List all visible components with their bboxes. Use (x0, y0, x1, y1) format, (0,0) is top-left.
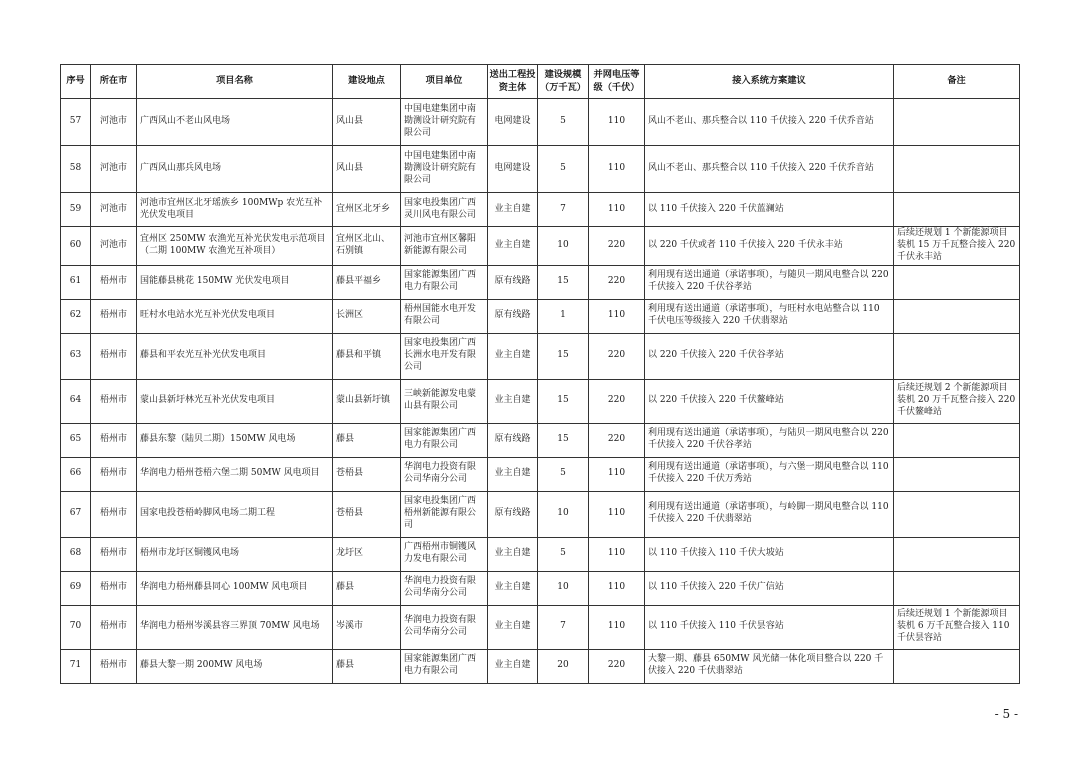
cell-location: 藤县 (333, 649, 401, 683)
cell-capacity: 10 (538, 491, 589, 537)
cell-company: 国家能源集团广西电力有限公司 (401, 649, 488, 683)
table-row (61, 146, 1020, 193)
cell-remarks (894, 491, 1020, 537)
cell-project-name: 旺村水电站水光互补光伏发电项目 (137, 299, 333, 333)
table-row (61, 265, 1020, 299)
cell-capacity: 5 (538, 146, 589, 193)
project-table (60, 64, 1020, 684)
table-row (61, 333, 1020, 379)
table-body (61, 99, 1020, 684)
cell-index: 60 (61, 227, 91, 266)
cell-project-name: 华润电力梧州藤县同心 100MW 风电项目 (137, 571, 333, 605)
cell-index: 58 (61, 146, 91, 193)
cell-capacity: 5 (538, 537, 589, 571)
cell-connection-plan: 以 110 千伏接入 110 千伏大坡站 (645, 537, 894, 571)
cell-city: 河池市 (91, 146, 137, 193)
cell-company: 国家能源集团广西电力有限公司 (401, 265, 488, 299)
cell-location: 宜州区北牙乡 (333, 193, 401, 227)
cell-voltage: 110 (589, 193, 645, 227)
cell-investor: 原有线路 (488, 265, 538, 299)
cell-index: 64 (61, 379, 91, 423)
cell-connection-plan: 风山不老山、那兵整合以 110 千伏接入 220 千伏乔音站 (645, 99, 894, 146)
cell-project-name: 华润电力梧州苍梧六堡二期 50MW 风电项目 (137, 457, 333, 491)
cell-city: 梧州市 (91, 491, 137, 537)
cell-city: 梧州市 (91, 457, 137, 491)
cell-remarks (894, 571, 1020, 605)
cell-city: 河池市 (91, 227, 137, 266)
cell-remarks (894, 99, 1020, 146)
header-city: 所在市 (91, 65, 137, 99)
cell-investor: 原有线路 (488, 299, 538, 333)
cell-company: 广西梧州市铜镬风力发电有限公司 (401, 537, 488, 571)
cell-location: 龙圩区 (333, 537, 401, 571)
header-connection-plan: 接入系统方案建议 (645, 65, 894, 99)
cell-voltage: 110 (589, 491, 645, 537)
cell-city: 河池市 (91, 99, 137, 146)
cell-investor: 业主自建 (488, 227, 538, 266)
table-row (61, 605, 1020, 649)
table-row (61, 379, 1020, 423)
cell-connection-plan: 以 110 千伏接入 110 千伏昙容站 (645, 605, 894, 649)
header-investor: 送出工程投资主体 (488, 65, 538, 99)
cell-voltage: 220 (589, 379, 645, 423)
cell-voltage: 110 (589, 605, 645, 649)
cell-remarks (894, 146, 1020, 193)
table-row (61, 571, 1020, 605)
cell-connection-plan: 利用现有送出通道（承诺事项），与随贝一期风电整合以 220 千伏接入 220 千伏谷孝站 (645, 265, 894, 299)
cell-connection-plan: 以 110 千伏接入 220 千伏蓝澜站 (645, 193, 894, 227)
cell-remarks (894, 333, 1020, 379)
cell-company: 三峡新能源发电蒙山县有限公司 (401, 379, 488, 423)
cell-capacity: 15 (538, 265, 589, 299)
table-header-row (61, 65, 1020, 99)
header-capacity: 建设规模（万千瓦） (538, 65, 589, 99)
cell-connection-plan: 利用现有送出通道（承诺事项），与旺村水电站整合以 110 千伏电压等级接入 220 千伏翡翠站 (645, 299, 894, 333)
cell-capacity: 5 (538, 457, 589, 491)
cell-connection-plan: 利用现有送出通道（承诺事项），与陆贝一期风电整合以 220 千伏接入 220 千伏谷孝站 (645, 423, 894, 457)
cell-voltage: 220 (589, 423, 645, 457)
cell-voltage: 110 (589, 99, 645, 146)
cell-investor: 原有线路 (488, 423, 538, 457)
cell-voltage: 110 (589, 146, 645, 193)
cell-company: 中国电建集团中南勘测设计研究院有限公司 (401, 146, 488, 193)
table-row (61, 299, 1020, 333)
cell-city: 梧州市 (91, 333, 137, 379)
cell-connection-plan: 大黎一期、藤县 650MW 风光储一体化项目整合以 220 千伏接入 220 千伏翡翠站 (645, 649, 894, 683)
cell-capacity: 20 (538, 649, 589, 683)
cell-project-name: 藤县东黎（陆贝二期）150MW 风电场 (137, 423, 333, 457)
cell-location: 蒙山县新圩镇 (333, 379, 401, 423)
table-row (61, 649, 1020, 683)
cell-project-name: 国家电投苍梧岭脚风电场二期工程 (137, 491, 333, 537)
cell-connection-plan: 利用现有送出通道（承诺事项），与六堡一期风电整合以 110 千伏接入 220 千伏万秀站 (645, 457, 894, 491)
table-row (61, 457, 1020, 491)
cell-company: 华润电力投资有限公司华南分公司 (401, 571, 488, 605)
cell-project-name: 华润电力梧州岑溪县容三界顶 70MW 风电场 (137, 605, 333, 649)
cell-company: 华润电力投资有限公司华南分公司 (401, 457, 488, 491)
cell-connection-plan: 利用现有送出通道（承诺事项），与岭脚一期风电整合以 110 千伏接入 220 千伏翡翠站 (645, 491, 894, 537)
cell-investor: 业主自建 (488, 649, 538, 683)
cell-company: 中国电建集团中南勘测设计研究院有限公司 (401, 99, 488, 146)
cell-capacity: 15 (538, 379, 589, 423)
table-row (61, 193, 1020, 227)
cell-project-name: 河池市宜州区北牙瑶族乡 100MWp 农光互补光伏发电项目 (137, 193, 333, 227)
cell-project-name: 藤县大黎一期 200MW 风电场 (137, 649, 333, 683)
cell-project-name: 藤县和平农光互补光伏发电项目 (137, 333, 333, 379)
cell-capacity: 7 (538, 605, 589, 649)
cell-remarks: 后续还规划 1 个新能源项目装机 6 万千瓦整合接入 110 千伏昙容站 (894, 605, 1020, 649)
header-voltage: 并网电压等级（千伏） (589, 65, 645, 99)
cell-investor: 业主自建 (488, 379, 538, 423)
cell-city: 梧州市 (91, 379, 137, 423)
cell-remarks (894, 299, 1020, 333)
cell-capacity: 5 (538, 99, 589, 146)
cell-voltage: 110 (589, 571, 645, 605)
cell-connection-plan: 以 220 千伏接入 220 千伏谷孝站 (645, 333, 894, 379)
cell-location: 藤县平福乡 (333, 265, 401, 299)
cell-remarks: 后续还规划 2 个新能源项目装机 20 万千瓦整合接入 220 千伏鳌峰站 (894, 379, 1020, 423)
cell-investor: 业主自建 (488, 333, 538, 379)
table-row (61, 537, 1020, 571)
cell-remarks: 后续还规划 1 个新能源项目装机 15 万千瓦整合接入 220 千伏永丰站 (894, 227, 1020, 266)
cell-company: 国家电投集团广西长洲水电开发有限公司 (401, 333, 488, 379)
cell-remarks (894, 193, 1020, 227)
cell-location: 宜州区北山、石别镇 (333, 227, 401, 266)
cell-connection-plan: 以 220 千伏接入 220 千伏鳌峰站 (645, 379, 894, 423)
cell-investor: 业主自建 (488, 571, 538, 605)
table-row (61, 99, 1020, 146)
header-company: 项目单位 (401, 65, 488, 99)
cell-voltage: 220 (589, 333, 645, 379)
cell-capacity: 15 (538, 423, 589, 457)
cell-project-name: 梧州市龙圩区铜镬风电场 (137, 537, 333, 571)
cell-remarks (894, 423, 1020, 457)
cell-capacity: 7 (538, 193, 589, 227)
cell-voltage: 220 (589, 227, 645, 266)
cell-remarks (894, 649, 1020, 683)
cell-investor: 业主自建 (488, 537, 538, 571)
cell-index: 69 (61, 571, 91, 605)
table-row (61, 423, 1020, 457)
cell-investor: 业主自建 (488, 457, 538, 491)
table-row (61, 491, 1020, 537)
cell-city: 梧州市 (91, 423, 137, 457)
cell-index: 62 (61, 299, 91, 333)
header-location: 建设地点 (333, 65, 401, 99)
cell-city: 梧州市 (91, 537, 137, 571)
document-page (60, 64, 1019, 684)
cell-remarks (894, 265, 1020, 299)
cell-index: 59 (61, 193, 91, 227)
cell-city: 梧州市 (91, 605, 137, 649)
cell-remarks (894, 537, 1020, 571)
cell-investor: 原有线路 (488, 491, 538, 537)
cell-voltage: 220 (589, 649, 645, 683)
cell-investor: 业主自建 (488, 193, 538, 227)
cell-location: 风山县 (333, 99, 401, 146)
cell-index: 67 (61, 491, 91, 537)
cell-location: 长洲区 (333, 299, 401, 333)
cell-company: 河池市宜州区馨阳新能源有限公司 (401, 227, 488, 266)
cell-location: 苍梧县 (333, 457, 401, 491)
cell-investor: 电网建设 (488, 99, 538, 146)
cell-city: 梧州市 (91, 299, 137, 333)
cell-capacity: 10 (538, 571, 589, 605)
cell-city: 梧州市 (91, 571, 137, 605)
cell-investor: 业主自建 (488, 605, 538, 649)
cell-index: 65 (61, 423, 91, 457)
cell-remarks (894, 457, 1020, 491)
header-index: 序号 (61, 65, 91, 99)
cell-location: 藤县和平镇 (333, 333, 401, 379)
cell-connection-plan: 风山不老山、那兵整合以 110 千伏接入 220 千伏乔音站 (645, 146, 894, 193)
header-remarks: 备注 (894, 65, 1020, 99)
cell-index: 66 (61, 457, 91, 491)
cell-project-name: 广西风山那兵风电场 (137, 146, 333, 193)
cell-company: 梧州国能水电开发有限公司 (401, 299, 488, 333)
cell-project-name: 宜州区 250MW 农渔光互补光伏发电示范项目（二期 100MW 农渔光互补项目） (137, 227, 333, 266)
cell-company: 华润电力投资有限公司华南分公司 (401, 605, 488, 649)
cell-index: 71 (61, 649, 91, 683)
cell-index: 61 (61, 265, 91, 299)
cell-location: 岑溪市 (333, 605, 401, 649)
cell-project-name: 蒙山县新圩林光互补光伏发电项目 (137, 379, 333, 423)
cell-location: 风山县 (333, 146, 401, 193)
cell-city: 梧州市 (91, 649, 137, 683)
table-row (61, 227, 1020, 266)
cell-project-name: 广西风山不老山风电场 (137, 99, 333, 146)
cell-voltage: 110 (589, 537, 645, 571)
cell-voltage: 220 (589, 265, 645, 299)
page-number: - 5 - (994, 707, 1018, 721)
cell-investor: 电网建设 (488, 146, 538, 193)
cell-voltage: 110 (589, 457, 645, 491)
cell-capacity: 15 (538, 333, 589, 379)
cell-company: 国家电投集团广西灵川风电有限公司 (401, 193, 488, 227)
header-project-name: 项目名称 (137, 65, 333, 99)
cell-project-name: 国能藤县桃花 150MW 光伏发电项目 (137, 265, 333, 299)
cell-capacity: 10 (538, 227, 589, 266)
cell-index: 70 (61, 605, 91, 649)
cell-city: 梧州市 (91, 265, 137, 299)
cell-capacity: 1 (538, 299, 589, 333)
cell-index: 68 (61, 537, 91, 571)
cell-index: 63 (61, 333, 91, 379)
cell-voltage: 110 (589, 299, 645, 333)
cell-company: 国家电投集团广西梧州新能源有限公司 (401, 491, 488, 537)
cell-index: 57 (61, 99, 91, 146)
cell-city: 河池市 (91, 193, 137, 227)
cell-connection-plan: 以 220 千伏或者 110 千伏接入 220 千伏永丰站 (645, 227, 894, 266)
cell-connection-plan: 以 110 千伏接入 220 千伏广信站 (645, 571, 894, 605)
cell-company: 国家能源集团广西电力有限公司 (401, 423, 488, 457)
cell-location: 苍梧县 (333, 491, 401, 537)
cell-location: 藤县 (333, 423, 401, 457)
cell-location: 藤县 (333, 571, 401, 605)
